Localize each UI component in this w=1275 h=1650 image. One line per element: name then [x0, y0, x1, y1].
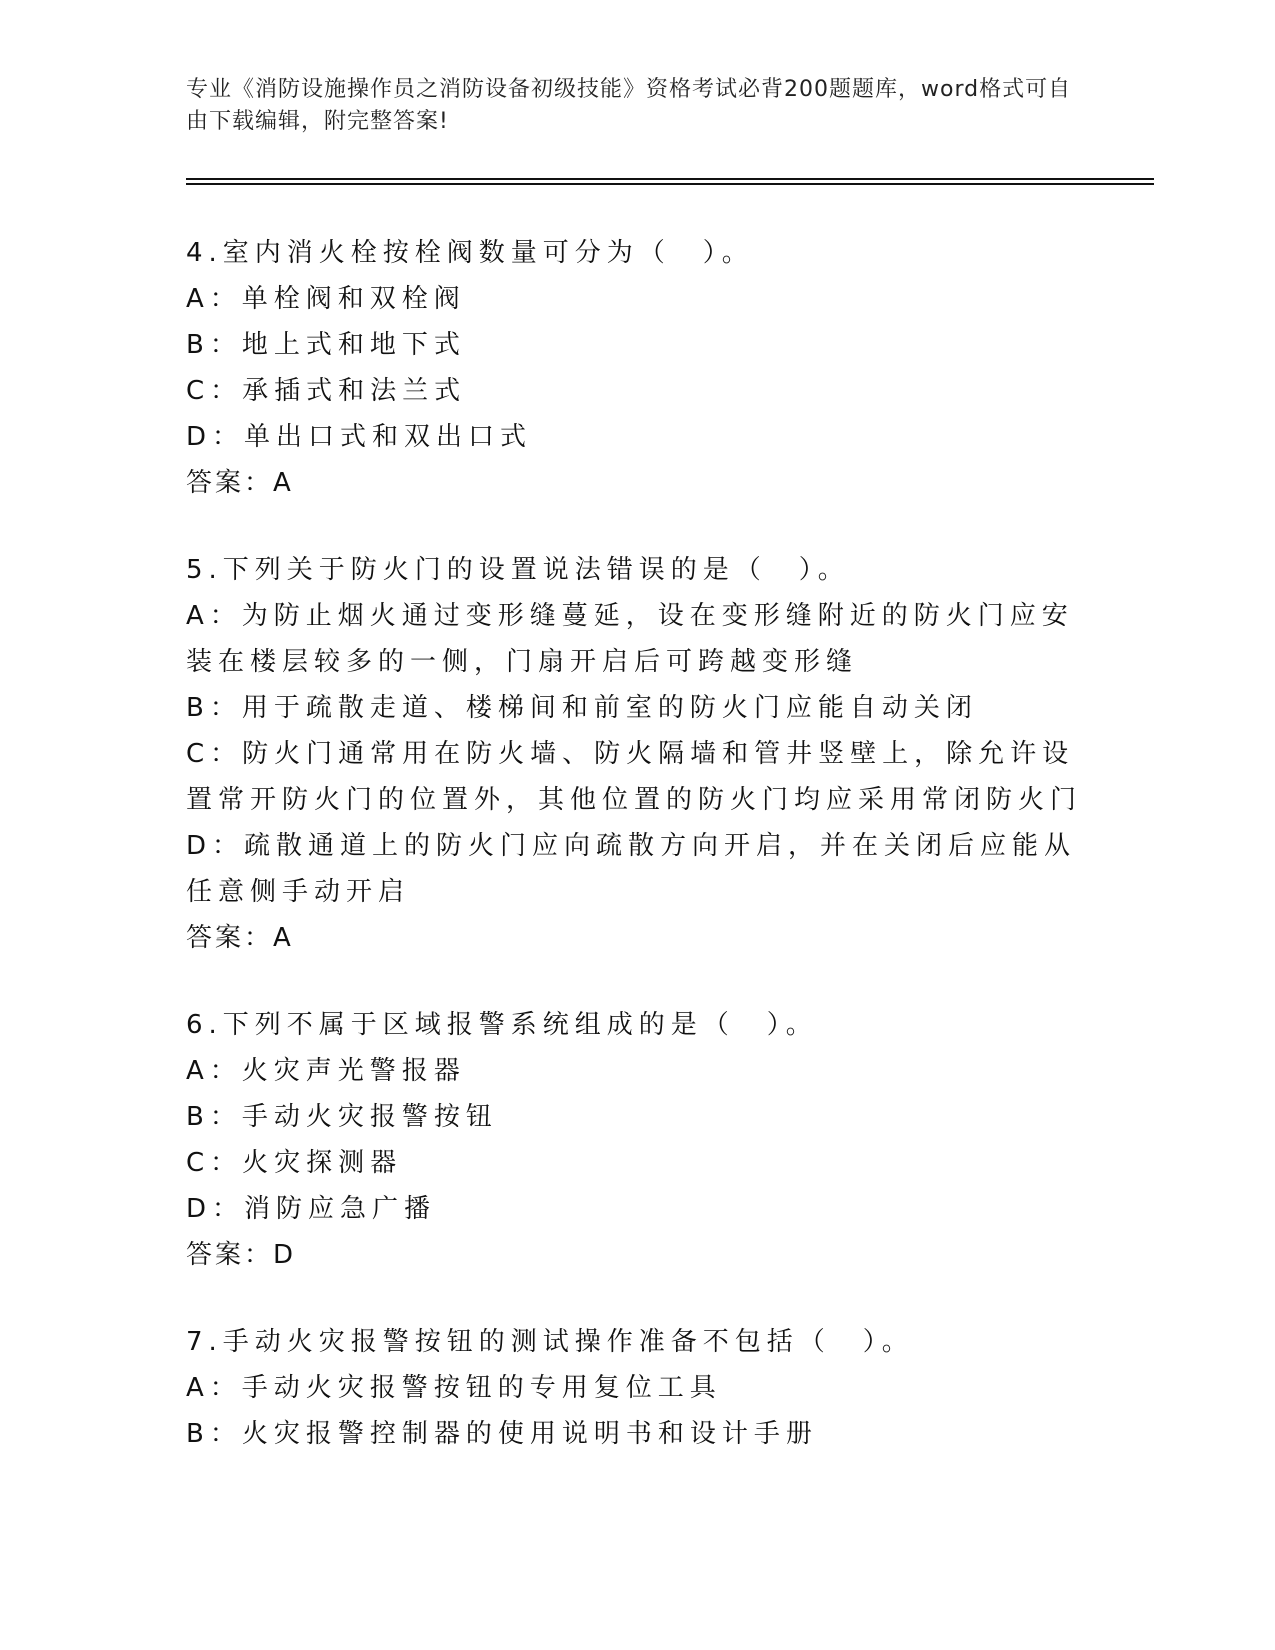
option-d: D：消防应急广播 — [186, 1194, 437, 1224]
option-b: B：用于疏散走道、楼梯间和前室的防火门应能自动关闭 — [186, 693, 978, 723]
question-4 — [186, 230, 1086, 506]
answer-line: 答案：A — [186, 923, 294, 953]
question-stem: 5.下列关于防火门的设置说法错误的是（ ）。 — [186, 555, 850, 585]
question-6 — [186, 1002, 1086, 1278]
option-d: D：疏散通道上的防火门应向疏散方向开启，并在关闭后应能从任意侧手动开启 — [186, 831, 1077, 907]
answer-line: 答案：D — [186, 1240, 297, 1270]
option-c: C：防火门通常用在防火墙、防火隔墙和管井竖壁上，除允许设置常开防火门的位置外，其他位置的防火门均应采用常闭防火门 — [186, 739, 1083, 815]
option-a: A：为防止烟火通过变形缝蔓延，设在变形缝附近的防火门应安装在楼层较多的一侧，门扇开启后可跨越变形缝 — [186, 601, 1074, 677]
option-d: D：单出口式和双出口式 — [186, 422, 533, 452]
header-divider-top — [186, 178, 1154, 180]
option-c: C：承插式和法兰式 — [186, 376, 467, 406]
option-a: A：手动火灾报警按钮的专用复位工具 — [186, 1373, 722, 1403]
option-a: A：单栓阀和双栓阀 — [186, 284, 466, 314]
option-b: B：地上式和地下式 — [186, 330, 466, 360]
option-a: A：火灾声光警报器 — [186, 1056, 466, 1086]
question-list — [186, 230, 1086, 1498]
option-b: B：火灾报警控制器的使用说明书和设计手册 — [186, 1419, 818, 1449]
answer-line: 答案：A — [186, 468, 294, 498]
question-stem: 7.手动火灾报警按钮的测试操作准备不包括（ ）。 — [186, 1327, 914, 1357]
option-c: C：火灾探测器 — [186, 1148, 403, 1178]
question-stem: 6.下列不属于区域报警系统组成的是（ ）。 — [186, 1010, 818, 1040]
option-b: B：手动火灾报警按钮 — [186, 1102, 498, 1132]
document-header: 专业《消防设施操作员之消防设备初级技能》资格考试必背200题题库，word格式可自由下载编辑，附完整答案! — [186, 77, 1072, 134]
header-divider-bottom — [186, 183, 1154, 185]
question-5 — [186, 547, 1086, 961]
question-7 — [186, 1319, 1086, 1457]
question-stem: 4.室内消火栓按栓阀数量可分为（ ）。 — [186, 238, 754, 268]
